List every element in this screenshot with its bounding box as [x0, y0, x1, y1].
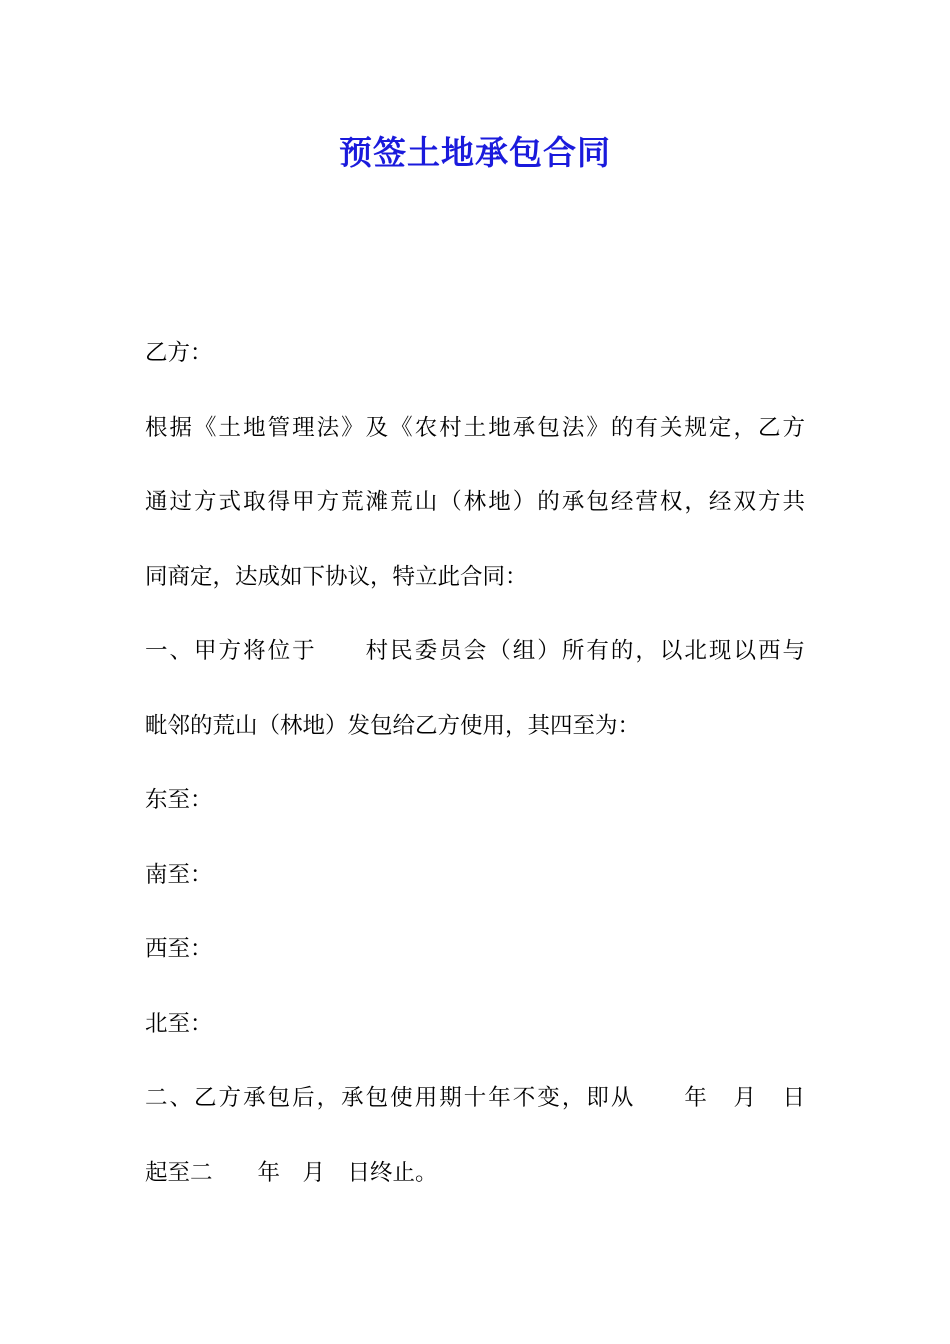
party-b-label: 乙方： — [145, 340, 213, 366]
clause-1-line-2: 毗邻的荒山（林地）发包给乙方使用，其四至为： — [145, 712, 641, 739]
document-body — [145, 335, 805, 1229]
boundary-east: 东至： — [145, 787, 213, 813]
preamble-line-1: 根据《土地管理法》及《农村土地承包法》的有关规定，乙方 — [145, 414, 805, 441]
boundary-south: 南至： — [145, 861, 213, 888]
document-title: 预签土地承包合同 — [339, 133, 611, 172]
preamble-line-3: 同商定，达成如下协议，特立此合同： — [145, 563, 528, 590]
clause-1-line-1: 一、甲方将位于 村民委员会（组）所有的，以北现以西与 — [145, 638, 805, 664]
clause-2-line-2: 起至二 年 月 日终止。 — [145, 1159, 438, 1186]
clause-2-line-1: 二、乙方承包后，承包使用期十年不变，即从 年 月 日 — [145, 1085, 805, 1111]
boundary-north: 北至： — [145, 1010, 213, 1037]
boundary-west: 西至： — [145, 936, 213, 962]
preamble-line-2: 通过方式取得甲方荒滩荒山（林地）的承包经营权，经双方共 — [145, 489, 805, 515]
